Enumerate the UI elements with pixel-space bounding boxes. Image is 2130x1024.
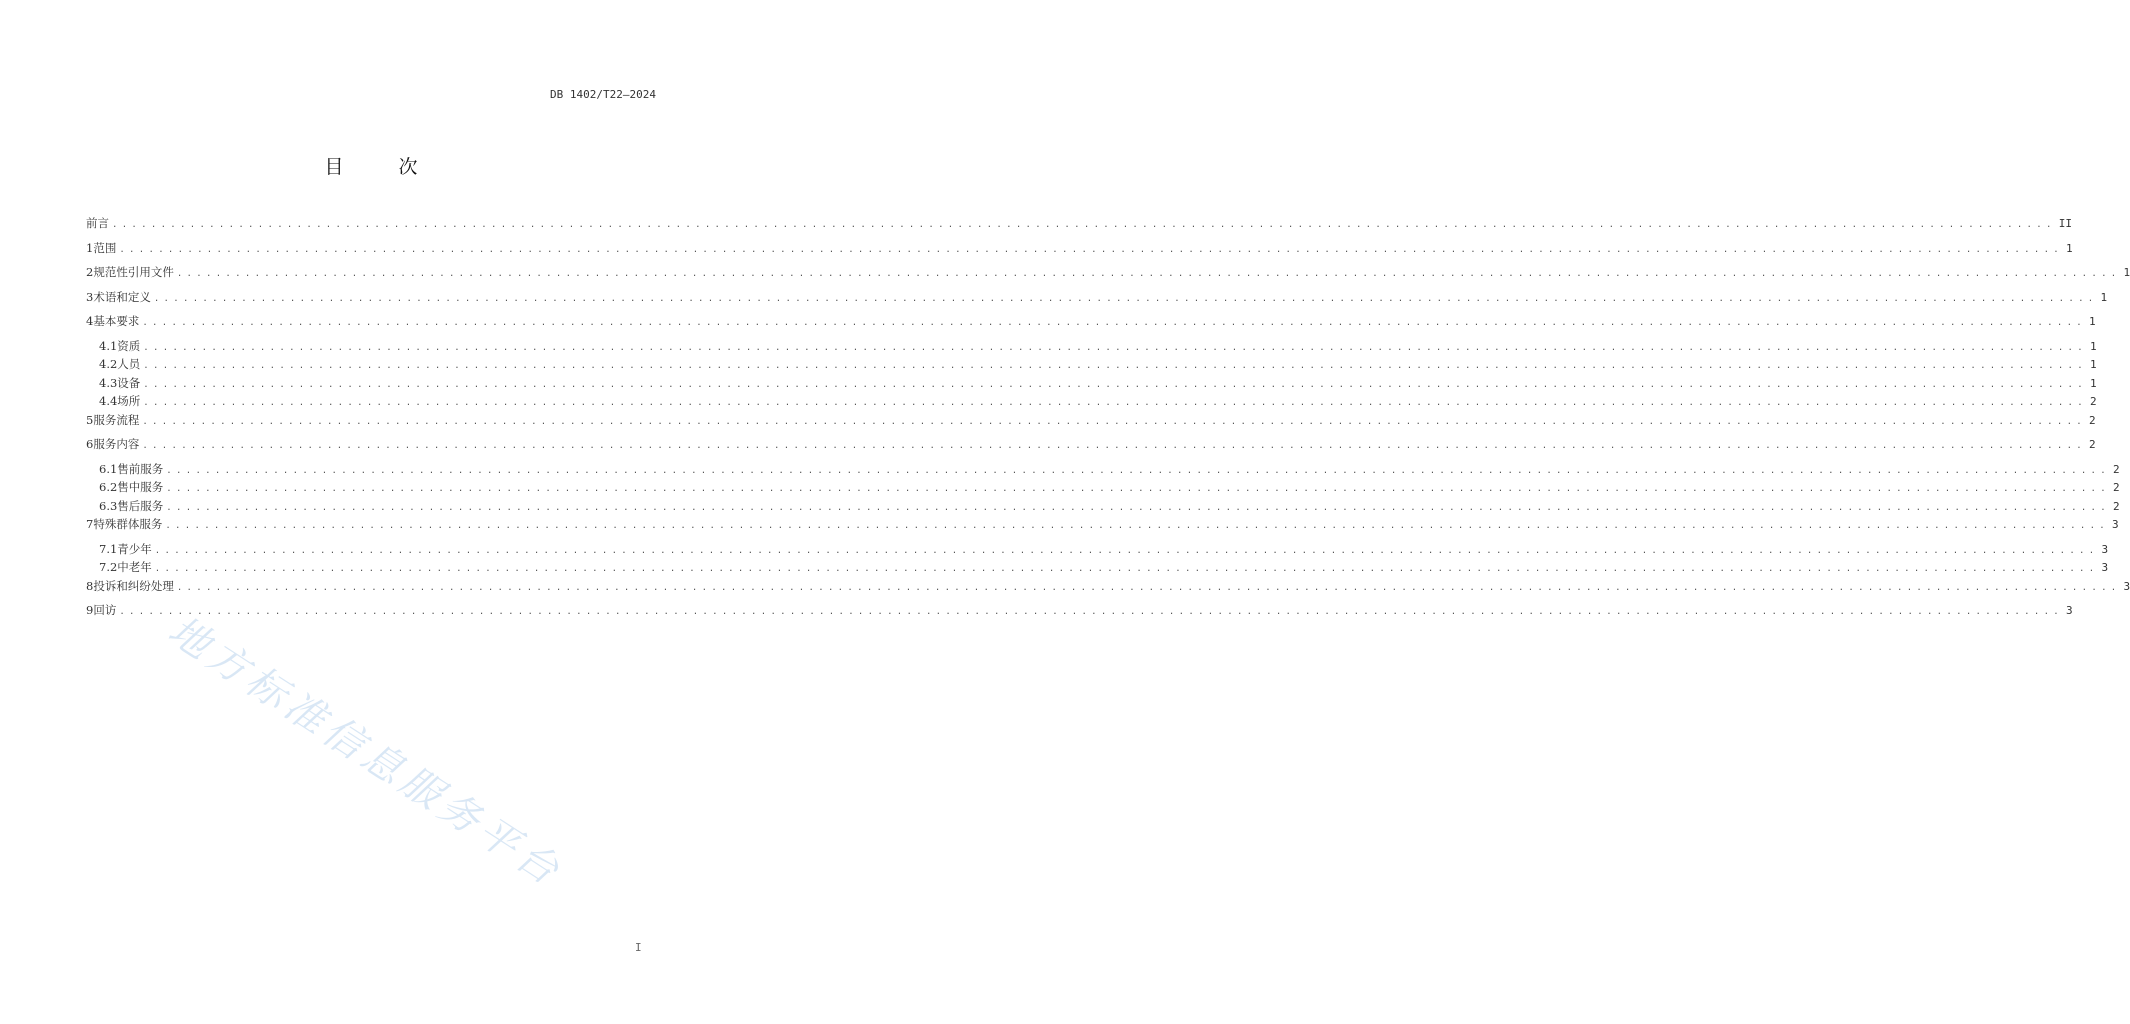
toc-leader-dots: ........................................................................................................................................................................................................ bbox=[112, 220, 2056, 230]
toc-entry-label: 设备 bbox=[117, 375, 141, 390]
toc-entry-page: 2 bbox=[2089, 413, 2096, 427]
toc-leader-dots: ........................................................................................................................................................................................................ bbox=[154, 545, 2099, 556]
toc-entry-number: 4.1 bbox=[99, 338, 118, 353]
toc-entry[interactable] bbox=[86, 412, 2096, 437]
toc-entry[interactable] bbox=[86, 516, 2119, 541]
toc-leader-dots: ........................................................................................................................................................................................................ bbox=[176, 269, 2121, 279]
toc-leader-dots: ........................................................................................................................................................................................................ bbox=[142, 441, 2087, 451]
toc-entry-page: 1 bbox=[2066, 241, 2073, 255]
toc-entry-page: 2 bbox=[2090, 395, 2097, 408]
toc-leader-dots: ........................................................................................................................................................................................................ bbox=[143, 342, 2087, 353]
toc-entry-label: 服务流程 bbox=[93, 412, 140, 427]
toc-leader-dots: ........................................................................................................................................................................................................ bbox=[142, 318, 2087, 328]
toc-entry-page: 1 bbox=[2089, 315, 2096, 328]
toc-entry[interactable] bbox=[86, 240, 2073, 265]
toc-entry-page: 3 bbox=[2066, 604, 2073, 617]
toc-leader-dots: ........................................................................................................................................................................................................ bbox=[143, 398, 2087, 408]
toc-entry-label: 前言 bbox=[86, 216, 109, 230]
toc-entry-label: 范围 bbox=[93, 240, 117, 255]
toc-entry-number: 8 bbox=[86, 578, 94, 593]
toc-leader-dots: ........................................................................................................................................................................................................ bbox=[143, 361, 2087, 371]
toc-entry-page: 2 bbox=[2113, 499, 2120, 513]
toc-entry-number: 1 bbox=[86, 240, 94, 255]
toc-leader-dots: ........................................................................................................................................................................................................ bbox=[142, 416, 2087, 427]
toc-entry-page: 1 bbox=[2090, 339, 2097, 353]
toc-entry[interactable] bbox=[86, 264, 2130, 289]
toc-entry-label: 服务内容 bbox=[93, 437, 140, 451]
toc-entry[interactable] bbox=[86, 215, 2072, 240]
toc-entry[interactable] bbox=[86, 313, 2096, 338]
toc-entry-number: 6.2 bbox=[99, 480, 118, 494]
toc-entry[interactable] bbox=[86, 356, 2097, 375]
toc-entry-page: 2 bbox=[2089, 438, 2096, 451]
toc-entry-page: 3 bbox=[2101, 542, 2109, 556]
toc-entry-page: 2 bbox=[2113, 481, 2120, 494]
toc-entry-number: 3 bbox=[86, 289, 94, 304]
toc-entry[interactable] bbox=[86, 498, 2120, 517]
toc-entry-label: 资质 bbox=[117, 338, 141, 353]
document-number: DB 1402/T22—2024 bbox=[550, 88, 656, 101]
toc-entry-number: 7 bbox=[86, 517, 94, 531]
toc-entry-number: 4 bbox=[86, 314, 94, 328]
toc-entry-label: 特殊群体服务 bbox=[93, 517, 163, 531]
toc-entry-number: 4.3 bbox=[99, 375, 118, 390]
toc-entry-number: 9 bbox=[86, 603, 94, 617]
toc-entry[interactable] bbox=[86, 338, 2097, 357]
toc-entry-page: 3 bbox=[2101, 561, 2109, 574]
toc-entry-page: 1 bbox=[2100, 290, 2108, 304]
toc-entry-page: 3 bbox=[2123, 579, 2130, 593]
toc-entry-page: 1 bbox=[2123, 266, 2130, 279]
toc-entry[interactable] bbox=[86, 578, 2130, 603]
toc-entry[interactable] bbox=[86, 602, 2073, 627]
toc-entry-page: 1 bbox=[2090, 358, 2097, 371]
toc-entry-label: 场所 bbox=[117, 394, 141, 408]
toc-entry-number: 6.1 bbox=[99, 461, 118, 476]
toc-entry-label: 售中服务 bbox=[117, 480, 164, 494]
toc-entry[interactable] bbox=[86, 559, 2109, 578]
toc-entry-page: 2 bbox=[2113, 462, 2120, 476]
toc-leader-dots: ........................................................................................................................................................................................................ bbox=[166, 465, 2110, 476]
toc-entry-label: 回访 bbox=[93, 603, 117, 617]
toc-entry[interactable] bbox=[86, 541, 2109, 560]
toc-leader-dots: ........................................................................................................................................................................................................ bbox=[143, 379, 2087, 390]
toc-entry[interactable] bbox=[86, 436, 2096, 461]
toc-entry-page: 1 bbox=[2090, 376, 2097, 390]
toc-entry[interactable] bbox=[86, 375, 2097, 394]
toc-entry-number: 6.3 bbox=[99, 498, 118, 513]
toc-entry-label: 售前服务 bbox=[117, 461, 164, 476]
toc-entry[interactable] bbox=[86, 461, 2120, 480]
toc-leader-dots: ........................................................................................................................................................................................................ bbox=[119, 607, 2064, 617]
table-of-contents bbox=[86, 215, 2130, 627]
page-number: I bbox=[635, 941, 642, 954]
toc-entry-label: 投诉和纠纷处理 bbox=[93, 578, 174, 593]
toc-leader-dots: ........................................................................................................................................................................................................ bbox=[166, 484, 2110, 494]
toc-entry[interactable] bbox=[86, 393, 2097, 412]
toc-entry-number: 5 bbox=[86, 412, 94, 427]
toc-entry-page: 3 bbox=[2112, 518, 2119, 531]
toc-entry-number: 4.2 bbox=[99, 357, 118, 371]
toc-entry-number: 7.1 bbox=[99, 541, 118, 556]
toc-entry-label: 青少年 bbox=[117, 541, 152, 556]
page-title: 目 次 bbox=[324, 156, 436, 178]
toc-entry-label: 基本要求 bbox=[93, 314, 140, 328]
toc-entry-label: 规范性引用文件 bbox=[93, 265, 174, 279]
toc-leader-dots: ........................................................................................................................................................................................................ bbox=[166, 502, 2110, 513]
toc-entry-label: 中老年 bbox=[117, 560, 152, 574]
toc-entry-number: 7.2 bbox=[99, 560, 118, 574]
toc-entry-label: 术语和定义 bbox=[93, 289, 151, 304]
toc-leader-dots: ........................................................................................................................................................................................................ bbox=[154, 564, 2099, 574]
watermark: 地方标准信息服务平台 bbox=[160, 607, 571, 897]
toc-entry-number: 6 bbox=[86, 437, 94, 451]
toc-entry-number: 4.4 bbox=[99, 394, 118, 408]
toc-leader-dots: ........................................................................................................................................................................................................ bbox=[153, 293, 2098, 304]
toc-entry-page: II bbox=[2058, 217, 2072, 230]
toc-entry-label: 售后服务 bbox=[117, 498, 164, 513]
toc-entry-number: 2 bbox=[86, 265, 94, 279]
toc-leader-dots: ........................................................................................................................................................................................................ bbox=[119, 244, 2064, 255]
toc-entry[interactable] bbox=[86, 289, 2108, 314]
toc-entry-label: 人员 bbox=[117, 357, 141, 371]
toc-entry[interactable] bbox=[86, 479, 2120, 498]
toc-leader-dots: ........................................................................................................................................................................................................ bbox=[165, 521, 2110, 531]
toc-leader-dots: ........................................................................................................................................................................................................ bbox=[176, 582, 2121, 593]
